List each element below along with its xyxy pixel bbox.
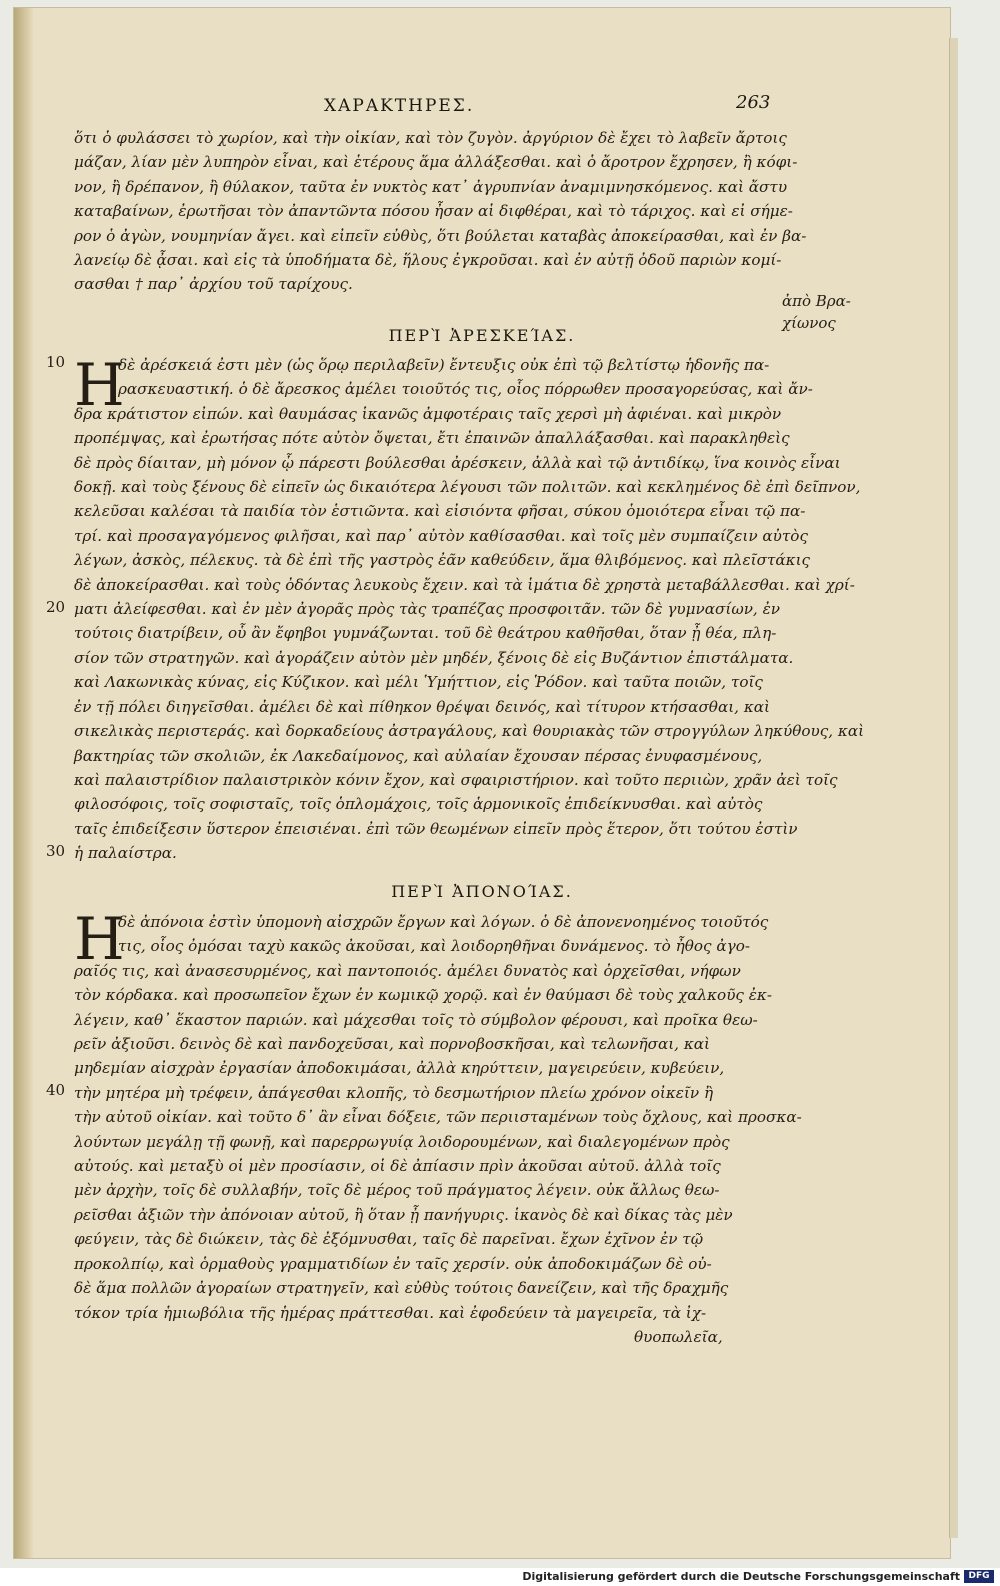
- text-line: σίον τῶν στρατηγῶν. καὶ ἀγοράζειν αὐτὸν μὲν μηδέν, ξένοις δὲ εἰς Βυζάντιον ἐπιστάλματα.: [74, 648, 794, 667]
- section-heading: ΠΕΡῚ ἈΠΟΝΟΊΑΣ.: [391, 882, 573, 901]
- text-line: κελεῦσαι καλέσαι τὰ παιδία τὸν ἑστιῶντα. καὶ εἰσιόντα φῆσαι, σύκου ὁμοιότερα εἶναι τῷ πα-: [74, 502, 806, 521]
- funding-credit: Digitalisierung gefördert durch die Deutsche Forschungsgemeinschaft: [522, 1570, 960, 1583]
- text-line: ὅτι ὁ φυλάσσει τὸ χωρίον, καὶ τὴν οἰκίαν, καὶ τὸν ζυγὸν. ἀργύριον δὲ ἔχει τὸ λαβεῖν ἄρτοις: [74, 129, 787, 147]
- text-line: ταῖς ἐπιδείξεσιν ὕστερον ἐπεισιέναι. ἐπὶ τῶν θεωμένων εἰπεῖν πρὸς ἕτερον, ὅτι τούτου ἐστὶν: [74, 819, 798, 838]
- text-line: ρασκευαστική. ὁ δὲ ἄρεσκος ἀμέλει τοιοῦτός τις, οἷος πόρρωθεν προσαγορεύσας, καὶ ἄν-: [118, 380, 813, 399]
- text-line: σικελικὰς περιστεράς. καὶ δορκαδείους ἀστραγάλους, καὶ θουριακὰς τῶν στρογγύλων ληκύθους, καὶ: [74, 722, 865, 741]
- margin-note-line: ἀπὸ Βρα-: [782, 292, 851, 310]
- text-line: σασθαι † παρ᾽ ἀρχίου τοῦ ταρίχους.: [74, 275, 353, 294]
- text-line: λανείῳ δὲ ᾆσαι. καὶ εἰς τὰ ὑποδήματα δὲ, ἥλους ἐγκροῦσαι. καὶ ἐν αὐτῇ ὁδοῦ παριὼν κομί-: [74, 251, 782, 270]
- dfg-logo: DFG: [964, 1570, 994, 1583]
- section-1-body: [74, 353, 865, 866]
- text-line: λούντων μεγάλῃ τῇ φωνῇ, καὶ παρερρωγυίᾳ λοιδορουμένων, καὶ διαλεγομένων πρὸς: [74, 1132, 730, 1151]
- text-line: μὲν ἀρχὴν, τοῖς δὲ συλλαβήν, τοῖς δὲ μέρος τοῦ πράγματος λέγειν. οὐκ ἄλλως θεω-: [74, 1181, 720, 1200]
- section-2-body: [74, 905, 802, 1349]
- drop-cap: Η: [74, 351, 125, 419]
- text-line: προκολπίῳ, καὶ ὁρμαθοὺς γραμματιδίων ἐν ταῖς χερσίν. οὐκ ἀποδοκιμάζων δὲ οὐ-: [74, 1254, 712, 1273]
- text-line: βακτηρίας τῶν σκολιῶν, ἐκ Λακεδαίμονος, καὶ αὐλαίαν ἔχουσαν πέρσας ἐνυφασμένους,: [74, 746, 763, 765]
- text-line: δὲ πρὸς δίαιταν, μὴ μόνον ᾧ πάρεστι βούλεσθαι ἀρέσκειν, ἀλλὰ καὶ τῷ ἀντιδίκῳ, ἵνα κοινὸς εἶναι: [74, 453, 841, 472]
- text-line: τὴν αὐτοῦ οἰκίαν. καὶ τοῦτο δ᾽ ἂν εἶναι δόξειε, τῶν περιισταμένων τοὺς ὄχλους, καὶ προσκα-: [74, 1108, 802, 1127]
- text-line: τις, οἷος ὀμόσαι ταχὺ κακῶς ἀκοῦσαι, καὶ λοιδορηθῆναι δυνάμενος. τὸ ἦθος ἀγο-: [118, 937, 750, 956]
- text-line: ματι ἀλείφεσθαι. καὶ ἐν μὲν ἀγορᾶς πρὸς τὰς τραπέζας προσφοιτᾶν. τῶν δὲ γυμνασίων, ἐν: [74, 600, 780, 619]
- text-line: ἡ παλαίστρα.: [74, 844, 177, 863]
- text-line: ραῖός τις, καὶ ἀνασεσυρμένος, καὶ παντοποιός. ἀμέλει δυνατὸς καὶ ὀρχεῖσθαι, νήφων: [74, 961, 741, 980]
- text-line: ρον ὁ ἀγὼν, νουμηνίαν ἄγει. καὶ εἰπεῖν εὐθὺς, ὅτι βούλεται καταβὰς ἀποκείρασθαι, καὶ ἐν βα-: [74, 226, 807, 245]
- section-heading: ΠΕΡῚ ἈΡΕΣΚΕΊΑΣ.: [388, 326, 576, 345]
- book-page: [14, 8, 950, 1558]
- text-line: τὴν μητέρα μὴ τρέφειν, ἀπάγεσθαι κλοπῆς, τὸ δεσμωτήριον πλείω χρόνον οἰκεῖν ἢ: [74, 1083, 714, 1102]
- text-line: δρα κράτιστον εἰπών. καὶ θαυμάσας ἱκανῶς ἀμφοτέραις ταῖς χερσὶ μὴ ἀφιέναι. καὶ μικρὸν: [74, 404, 782, 423]
- text-line: ἐν τῇ πόλει διηγεῖσθαι. ἀμέλει δὲ καὶ πίθηκον θρέψαι δεινός, καὶ τίτυρον κτήσασθαι, καὶ: [74, 697, 770, 716]
- text-line: φιλοσόφοις, τοῖς σοφισταῖς, τοῖς ὁπλομάχοις, τοῖς ἁρμονικοῖς ἐπιδείκνυσθαι. καὶ αὐτὸς: [74, 795, 763, 814]
- line-number: 30: [46, 842, 66, 860]
- line-number: 20: [46, 598, 66, 616]
- running-title: ΧΑΡΑΚΤΗΡΕΣ.: [324, 96, 475, 116]
- text-line: προπέμψας, καὶ ἐρωτήσας πότε αὐτὸν ὄψεται, ἔτι ἐπαινῶν ἀπαλλάξασθαι. καὶ παρακληθεὶς: [74, 429, 790, 448]
- text-line: τούτοις διατρίβειν, οὗ ἂν ἔφηβοι γυμνάζωνται. τοῦ δὲ θεάτρου καθῆσθαι, ὅταν ᾖ θέα, πλη-: [74, 624, 777, 643]
- text-line: καὶ παλαιστρίδιον παλαιστρικὸν κόνιν ἔχον, καὶ σφαιριστήριον. καὶ τοῦτο περιιὼν, χρᾶν ἀεὶ τοῖς: [74, 770, 838, 789]
- text-line: δοκῇ. καὶ τοὺς ξένους δὲ εἰπεῖν ὡς δικαιότερα λέγουσι τῶν πολιτῶν. καὶ κεκλημένος δὲ ἐπὶ δεῖπνον,: [74, 478, 861, 497]
- text-line: θυοπωλεῖα,: [634, 1327, 723, 1346]
- text-line: λέγων, ἀσκὸς, πέλεκυς. τὰ δὲ ἐπὶ τῆς γαστρὸς ἐᾶν καθεύδειν, ἅμα θλιβόμενος. καὶ πλεῖστάκις: [74, 551, 811, 570]
- text-line: δὲ ἀρέσκειά ἐστι μὲν (ὡς ὅρῳ περιλαβεῖν) ἔντευξις οὐκ ἐπὶ τῷ βελτίστῳ ἡδονῆς πα-: [118, 356, 770, 374]
- text-line: μηδεμίαν αἰσχρὰν ἐργασίαν ἀποδοκιμάσαι, ἀλλὰ κηρύττειν, μαγειρεύειν, κυβεύειν,: [74, 1059, 725, 1078]
- text-line: τὸν κόρδακα. καὶ προσωπεῖον ἔχων ἐν κωμικῷ χορῷ. καὶ ἐν θαύμασι δὲ τοὺς χαλκοῦς ἐκ-: [74, 986, 773, 1005]
- text-line: δὲ ἀπόνοια ἐστὶν ὑπομονὴ αἰσχρῶν ἔργων καὶ λόγων. ὁ δὲ ἀπονενοημένος τοιοῦτός: [118, 913, 769, 931]
- text-line: ρεῖσθαι ἀξιῶν τὴν ἀπόνοιαν αὐτοῦ, ἢ ὅταν ᾖ πανήγυρις. ἱκανὸς δὲ καὶ δίκας τὰς μὲν: [74, 1205, 733, 1224]
- top-paragraph: [74, 126, 807, 297]
- text-line: δὲ ἀποκείρασθαι. καὶ τοὺς ὀδόντας λευκοὺς ἔχειν. καὶ τὰ ἱμάτια δὲ χρηστὰ μεταβάλλεσθαι. καὶ χρί-: [74, 575, 855, 594]
- text-line: τόκον τρία ἡμιωβόλια τῆς ἡμέρας πράττεσθαι. καὶ ἐφοδεύειν τὰ μαγειρεῖα, τὰ ἰχ-: [74, 1303, 707, 1322]
- drop-cap: Η: [74, 905, 125, 973]
- text-line: ρεῖν ἀξιοῦσι. δεινὸς δὲ καὶ πανδοχεῦσαι, καὶ πορνοβοσκῆσαι, καὶ τελωνῆσαι, καὶ: [74, 1035, 710, 1054]
- text-line: καταβαίνων, ἐρωτῆσαι τὸν ἀπαντῶντα πόσου ἦσαν αἱ διφθέραι, καὶ τὸ τάριχος. καὶ εἰ σήμε-: [74, 202, 793, 221]
- text-line: νον, ἢ δρέπανον, ἢ θύλακον, ταῦτα ἐν νυκτὸς κατ᾽ ἀγρυπνίαν ἀναμιμνησκόμενος. καὶ ἄστυ: [74, 177, 788, 196]
- margin-note-line: χίωνος: [782, 314, 836, 332]
- text-line: φεύγειν, τὰς δὲ διώκειν, τὰς δὲ ἐξόμνυσθαι, ταῖς δὲ παρεῖναι. ἔχων ἐχῖνον ἐν τῷ: [74, 1230, 704, 1249]
- line-number: 40: [46, 1081, 66, 1099]
- text-line: λέγειν, καθ᾽ ἕκαστον παριών. καὶ μάχεσθαι τοῖς τὸ σύμβολον φέρουσι, καὶ προῖκα θεω-: [74, 1010, 758, 1029]
- text-line: καὶ Λακωνικὰς κύνας, εἰς Κύζικον. καὶ μέλι Ὑμήττιον, εἰς Ῥόδον. καὶ ταῦτα ποιῶν, τοῖς: [74, 673, 763, 692]
- text-line: μάζαν, λίαν μὲν λυπηρὸν εἶναι, καὶ ἑτέρους ἅμα ἀλλάξεσθαι. καὶ ὁ ἄροτρον ἔχρησεν, ἢ κόφι-: [74, 153, 798, 172]
- page-edge: [949, 38, 958, 1538]
- text-line: αὐτούς. καὶ μεταξὺ οἱ μὲν προσίασιν, οἱ δὲ ἀπίασιν πρὶν ἀκοῦσαι αὐτοῦ. ἀλλὰ τοῖς: [74, 1157, 721, 1176]
- page-spine-shadow: [14, 8, 34, 1558]
- line-number: 10: [46, 353, 66, 371]
- page-number: 263: [736, 92, 771, 113]
- text-line: τρί. καὶ προσαγαγόμενος φιλῆσαι, καὶ παρ᾽ αὐτὸν καθίσασθαι. καὶ τοῖς μὲν συμπαίζειν αὐτὸς: [74, 526, 808, 545]
- text-line: δὲ ἅμα πολλῶν ἀγοραίων στρατηγεῖν, καὶ εὐθὺς τούτοις δανείζειν, καὶ τῆς δραχμῆς: [74, 1279, 729, 1298]
- footer-bar: [0, 1568, 1000, 1586]
